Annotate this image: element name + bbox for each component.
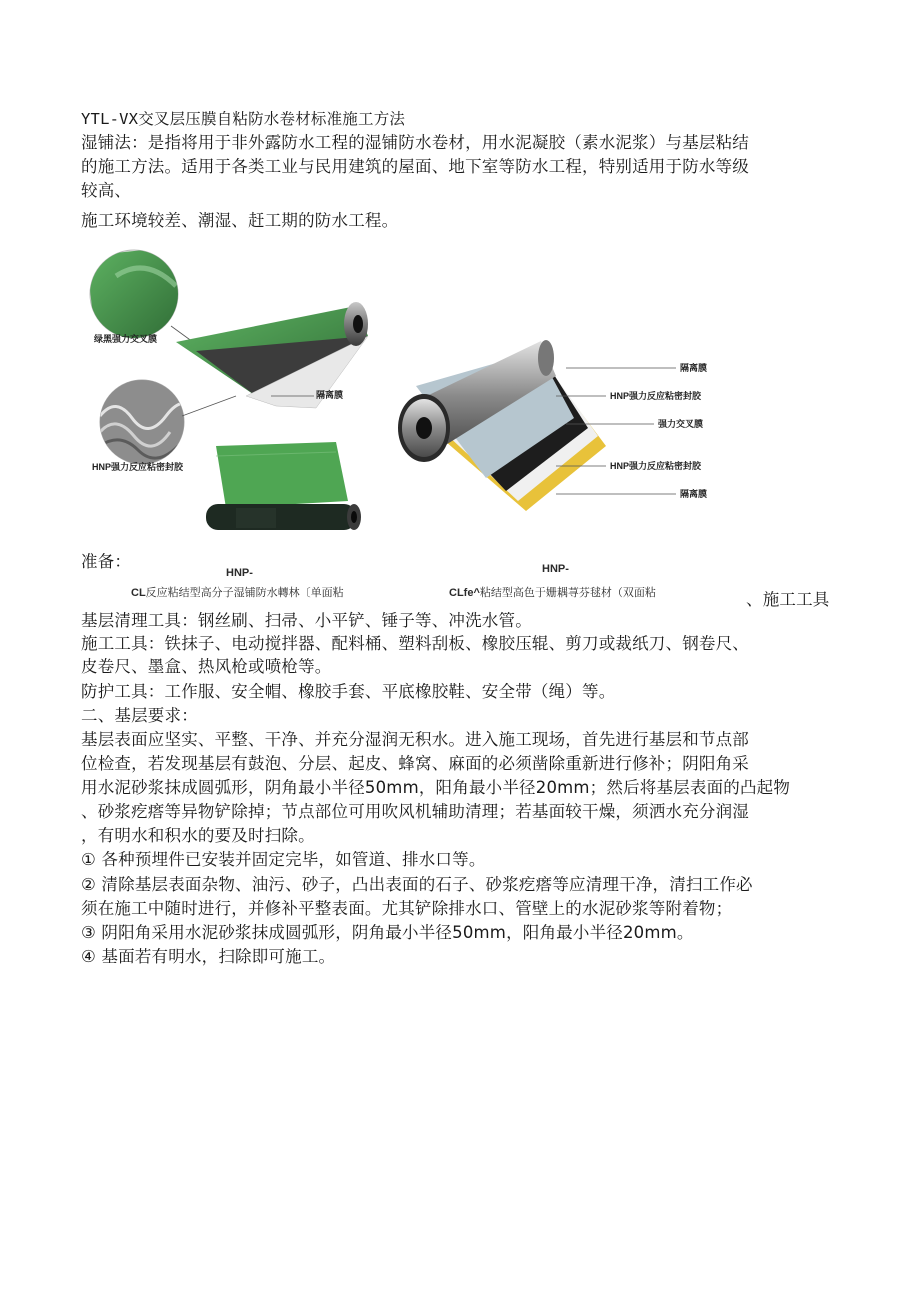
caption-left xyxy=(131,584,344,600)
body-line-4: 防护工具：工作服、安全帽、橡胶手套、平底橡胶鞋、安全带（绳）等。 xyxy=(81,682,616,701)
tools-tail: 、施工工具 xyxy=(746,590,830,609)
green-film-closeup xyxy=(86,246,182,342)
caption-right-text: 粘结型高色于姗耦荨芬毬材（双面粘 xyxy=(479,587,656,599)
label-green-film: 绿黑强力交叉膜 xyxy=(94,334,158,344)
body-line-2: 施工工具：铁抹子、电动搅拌器、配料桶、塑料刮板、橡胶压辊、剪刀或裁纸刀、钢卷尺、 xyxy=(81,634,749,653)
doc-title: YTL-VX交叉层压膜自粘防水卷材标准施工方法 xyxy=(81,110,406,128)
list-item-2b: 须在施工中随时进行，并修补平整表面。尤其铲除排水口、管壁上的水泥砂浆等附着物； xyxy=(81,899,733,918)
list-item-3: ③ 阴阳角采用水泥砂浆抹成圆弧形，阴角最小半径50mm，阳角最小半径20mm。 xyxy=(81,923,694,942)
body-line-1: 基层清理工具：钢丝刷、扫帚、小平铲、锤子等、冲洗水管。 xyxy=(81,611,532,630)
body-line-9: 、砂浆疙瘩等异物铲除掉；节点部位可用吹风机辅助清理；若基面较干燥，须洒水充分润湿 xyxy=(81,802,749,821)
sealant-closeup xyxy=(96,376,196,466)
product-figure xyxy=(86,246,746,556)
roll-double-side xyxy=(398,340,608,511)
caption-left-text: 反应粘结型高分子湿铺防水轉林〔单面粘 xyxy=(145,587,344,599)
body-line-10: ，有明水和积水的要及时扫除。 xyxy=(81,826,315,845)
body-line-8: 用水泥砂浆抹成圆弧形，阴角最小半径50mm，阳角最小半径20mm；然后将基层表面的凸起物 xyxy=(81,778,791,797)
body-line-6: 基层表面应坚实、平整、干净、并充分湿润无积水。进入施工现场，首先进行基层和节点部 xyxy=(81,730,749,749)
intro-line-1: 湿铺法：是指将用于非外露防水工程的湿铺防水卷材，用水泥凝胶（素水泥浆）与基层粘结 xyxy=(81,133,749,152)
label-release-film-left: 隔离膜 xyxy=(316,390,344,400)
label-sealant-left: HNP强力反应粘密封胶 xyxy=(92,462,184,472)
label-right-2: HNP强力反应粘密封胶 xyxy=(610,391,702,401)
green-sheet-rolls xyxy=(206,442,361,530)
caption-left-prefix: CL xyxy=(131,587,146,599)
intro-line-3: 较高、 xyxy=(81,181,132,200)
label-right-4: HNP强力反应粘密封胶 xyxy=(610,461,702,471)
label-right-1: 隔离膜 xyxy=(680,363,708,373)
section-heading-2: 二、基层要求： xyxy=(81,706,198,725)
intro-line-4: 施工环境较差、潮湿、赶工期的防水工程。 xyxy=(81,211,399,230)
intro-line-2: 的施工方法。适用于各类工业与民用建筑的屋面、地下室等防水工程，特别适用于防水等级 xyxy=(81,157,749,176)
body-line-7: 位检查，若发现基层有鼓泡、分层、起皮、蜂窝、麻面的必须凿除重新进行修补；阴阳角采 xyxy=(81,754,749,773)
product-illustration xyxy=(86,246,746,556)
caption-right-code: HNP- xyxy=(542,563,569,575)
label-right-5: 隔离膜 xyxy=(680,489,708,499)
prep-label: 准备： xyxy=(81,552,132,571)
label-right-3: 强力交叉膜 xyxy=(658,419,704,429)
list-item-1: ① 各种预埋件已安装并固定完毕，如管道、排水口等。 xyxy=(81,850,486,869)
body-line-3: 皮卷尺、墨盒、热风枪或喷枪等。 xyxy=(81,657,332,676)
caption-left-code: HNP- xyxy=(226,567,253,579)
list-item-2a: ② 清除基层表面杂物、油污、砂子，凸出表面的石子、砂浆疙瘩等应清理干净，清扫工作必 xyxy=(81,875,753,894)
caption-right xyxy=(449,584,656,600)
caption-right-prefix: CLfe^ xyxy=(449,587,480,599)
list-item-4: ④ 基面若有明水，扫除即可施工。 xyxy=(81,947,336,966)
